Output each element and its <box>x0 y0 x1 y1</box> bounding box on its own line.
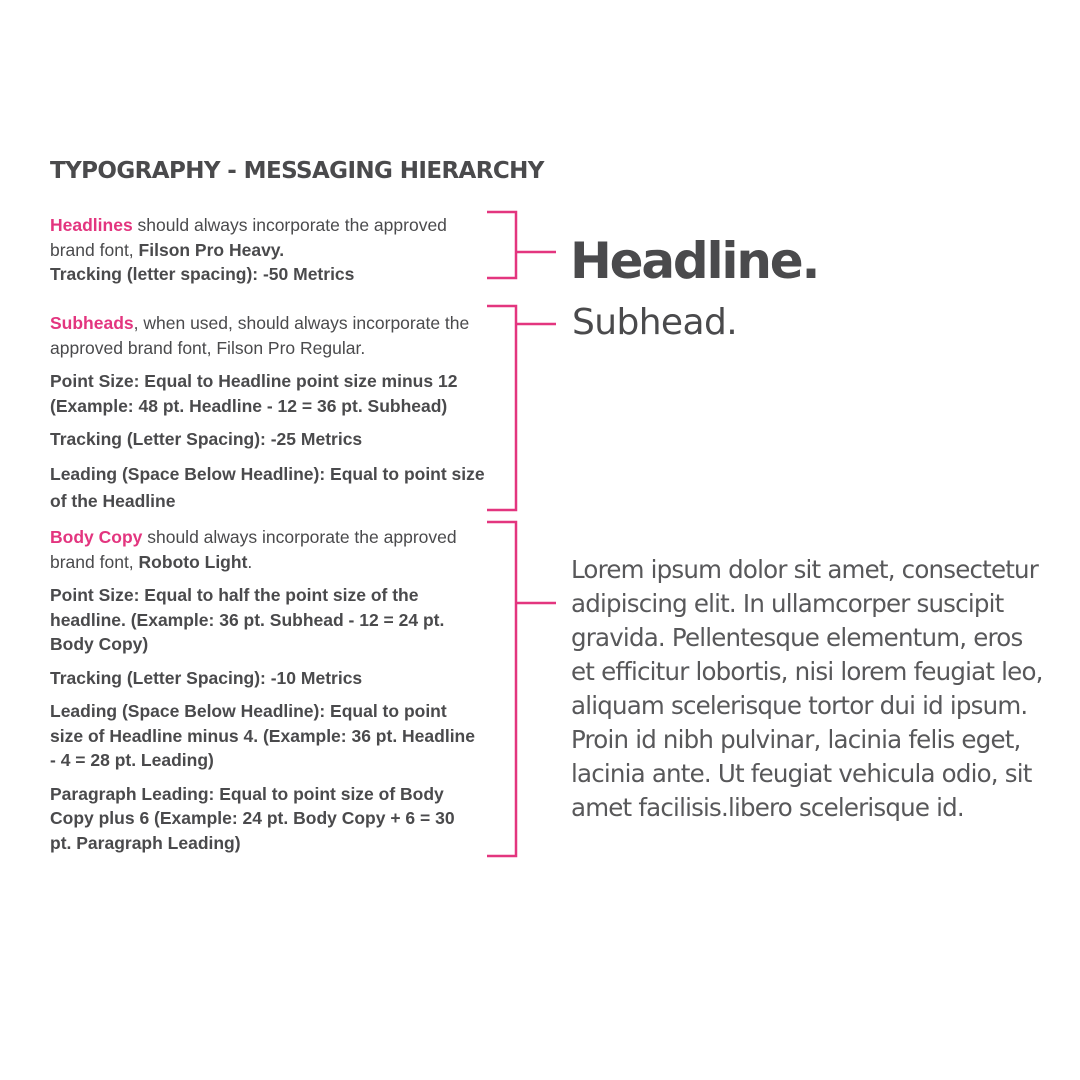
body-copy-paragraph-leading: Paragraph Leading: Equal to point size of Body Copy plus 6 (Example: 24 pt. Body Copy + 6 = 30 pt. Paragraph Leading) <box>50 783 455 853</box>
subheads-intro-text: , when used, should always incorporate the approved brand font, Filson Pro Regular. <box>50 313 470 358</box>
headlines-font-line <box>50 238 495 263</box>
headlines-font-prefix: brand font, <box>50 239 139 260</box>
subheads-intro <box>50 311 495 360</box>
subheads-guideline <box>50 311 495 515</box>
headlines-intro-text: should always incorporate the approved <box>132 215 447 235</box>
headlines-font-name: Filson Pro Heavy. <box>138 239 285 260</box>
body-copy-intro-text: should always incorporate the approved brand font, <box>50 527 457 572</box>
body-copy-guideline <box>50 525 480 855</box>
subheads-point-size: Point Size: Equal to Headline point size minus 12 (Example: 48 pt. Headline - 12 = 36 pt. Subhead) <box>50 371 458 416</box>
headlines-guideline <box>50 213 495 287</box>
body-copy-tracking: Tracking (Letter Spacing): -10 Metrics <box>50 667 363 688</box>
subhead-sample: Subhead. <box>572 302 738 343</box>
subheads-tracking: Tracking (Letter Spacing): -25 Metrics <box>50 429 363 449</box>
headline-sample: Headline. <box>570 232 819 290</box>
body-copy-font-name: Roboto Light <box>138 551 248 572</box>
body-copy-term: Body Copy <box>50 527 143 547</box>
headlines-term: Headlines <box>50 215 133 235</box>
body-copy-intro <box>50 525 480 574</box>
headlines-intro <box>50 213 495 238</box>
subhead-bracket <box>486 304 558 514</box>
subheads-term: Subheads <box>50 313 134 333</box>
body-copy-sample: Lorem ipsum dolor sit amet, consectetur adipiscing elit. In ullamcorper suscipit gravida. Pellentesque elementum, eros et efficitur lobortis, nisi lorem feugiat leo, aliquam scelerisque tortor dui id ipsum. Proin id nibh pulvinar, lacinia felis eget, lacinia ante. Ut feugiat vehicula odio, sit amet facilisis.libero scelerisque id. <box>571 555 1043 822</box>
headlines-tracking: Tracking (letter spacing): -50 Metrics <box>50 264 355 284</box>
body-copy-font-end: . <box>247 551 253 572</box>
body-copy-leading: Leading (Space Below Headline): Equal to point size of Headline minus 4. (Example: 36 pt. Headline - 4 = 28 pt. Leading) <box>50 701 475 770</box>
subheads-leading: Leading (Space Below Headline): Equal to point size of the Headline <box>50 463 485 511</box>
headline-bracket <box>486 210 558 282</box>
body-copy-point-size: Point Size: Equal to half the point size of the headline. (Example: 36 pt. Subhead - 12 = 24 pt. Body Copy) <box>50 585 445 654</box>
body-copy-bracket <box>486 520 558 860</box>
page-title: TYPOGRAPHY - MESSAGING HIERARCHY <box>50 158 544 184</box>
